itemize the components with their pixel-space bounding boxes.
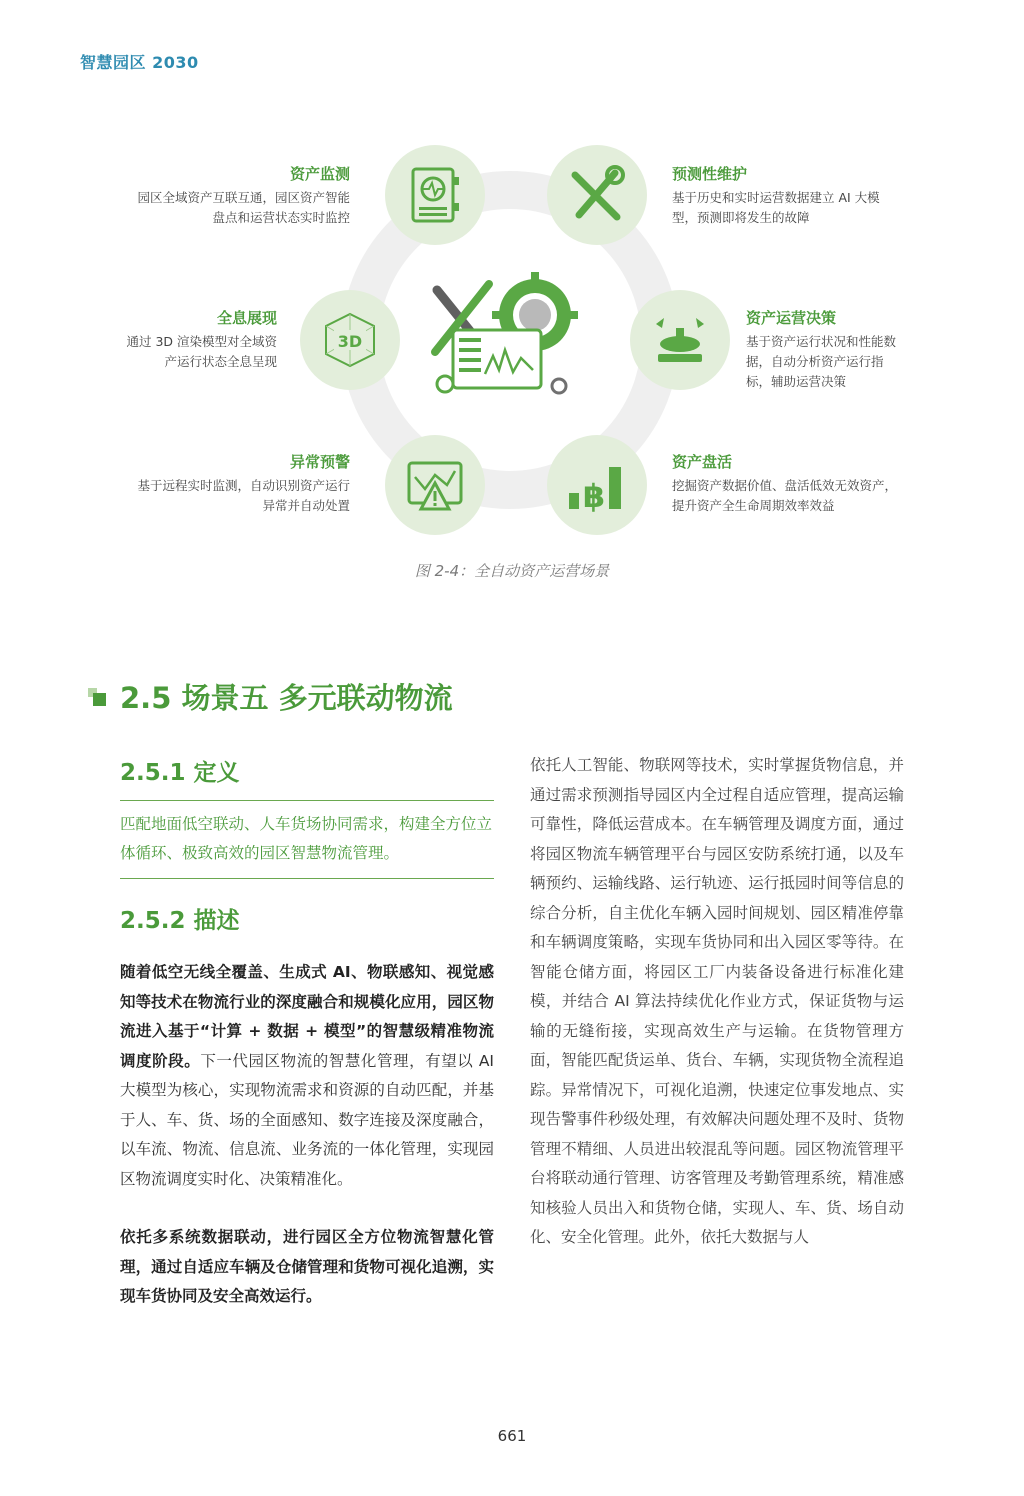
monitor-panel-icon (403, 163, 467, 227)
asset-monitoring-icon-badge (385, 145, 485, 245)
asset-activation-icon-badge (547, 435, 647, 535)
subsection-description-title: 2.5.2 描述 (120, 908, 240, 934)
paragraph-2-bold: 依托多系统数据联动，进行园区全方位物流智慧化管理，通过自适应车辆及仓储管理和货物可视化追溯，实现车货协同及安全高效运行。 (120, 1228, 494, 1305)
gavel-decision-icon (648, 308, 712, 372)
cube-3d-icon (318, 308, 382, 372)
item-title-asset-activation: 资产盘活 (672, 453, 733, 471)
paragraph-1-rest: 下一代园区物流的智慧化管理，有望以 AI 大模型为核心，实现物流需求和资源的自动匹配，并基于人、车、货、场的全面感知、数字连接及深度融合，以车流、物流、信息流、业务流的一体化管理，实现园区物流调度实时化、决策精准化。 (120, 1051, 494, 1188)
running-header: 智慧园区 2030 (80, 53, 199, 72)
item-body-holographic: 通过 3D 渲染模型对全域资产运行状态全息呈现 (126, 334, 277, 369)
description-paragraph-2 (120, 1223, 494, 1312)
warning-chart-icon (403, 453, 467, 517)
description-left-column (120, 958, 494, 1341)
figure-caption: 图 2-4：全自动资产运营场景 (414, 562, 610, 580)
page-number: 661 (497, 1427, 527, 1445)
definition-text: 匹配地面低空联动、人车货场协同需求，构建全方位立体循环、极致高效的园区智慧物流管理。 (120, 815, 493, 862)
svg-text:฿: ฿ (582, 477, 606, 515)
asset-decision-icon-badge (630, 290, 730, 390)
item-body-predictive-maintenance: 基于历史和实时运营数据建立 AI 大模型，预测即将发生的故障 (672, 190, 880, 225)
anomaly-alert-icon-badge (385, 435, 485, 535)
definition-bottom-rule (120, 878, 494, 879)
holographic-display-icon-badge (300, 290, 400, 390)
item-title-anomaly-alert: 异常预警 (289, 453, 350, 471)
description-right-column: 依托人工智能、物联网等技术，实时掌握货物信息，并通过需求预测指导园区内全过程自适应管理，提高运输可靠性，降低运营成本。在车辆管理及调度方面，通过将园区物流车辆管理平台与园区安防系统打通，以及车辆预约、运输线路、运行轨迹、运行抵园时间等信息的综合分析，自主优化车辆入园时间规划、园区精准停靠和车辆调度策略，实现车货协同和出入园区零等待。在智能仓储方面，将园区工厂内装备设备进行标准化建模，并结合 AI 算法持续优化作业方式，保证货物与运输的无缝衔接，实现高效生产与运输。在货物管理方面，智能匹配货运单、货台、车辆，实现货物全流程追踪。异常情况下，可视化追溯，快速定位事发地点、实现告警事件秒级处理，有效解决问题处理不及时、货物管理不精细、人员进出较混乱等问题。园区物流管理平台将联动通行管理、访客管理及考勤管理系统，精准感知核验人员出入和货物仓储，实现人、车、货、场自动化、安全化管理。此外，依托大数据与人 (530, 756, 904, 1246)
section-title: 2.5 场景五 多元联动物流 (120, 681, 453, 715)
definition-top-rule (120, 800, 494, 801)
item-title-asset-monitoring: 资产监测 (289, 165, 350, 183)
item-title-predictive-maintenance: 预测性维护 (672, 165, 748, 183)
section-marker-icon (88, 688, 106, 706)
description-paragraph-1 (120, 958, 494, 1194)
item-body-asset-monitoring: 园区全域资产互联互通，园区资产智能盘点和运营状态实时监控 (137, 190, 350, 225)
subsection-definition-title: 2.5.1 定义 (120, 760, 240, 786)
center-hub-icon (425, 270, 595, 400)
icon-3d-label: 3D (337, 332, 363, 351)
item-title-holographic: 全息展现 (216, 309, 277, 327)
paragraph-1-bold: 随着低空无线全覆盖、生成式 AI、物联感知、视觉感知等技术在物流行业的深度融合和规模化应用，园区物流进入基于“计算 + 数据 + 模型”的智慧级精准物流调度阶段。 (120, 963, 494, 1070)
figure-asset-operations (0, 130, 1024, 550)
bitcoin-bars-icon (565, 453, 629, 517)
predictive-maintenance-icon-badge (547, 145, 647, 245)
item-body-anomaly-alert: 基于远程实时监测，自动识别资产运行异常并自动处置 (137, 478, 350, 513)
item-body-asset-activation: 挖掘资产数据价值、盘活低效无效资产，提升资产全生命周期效率效益 (672, 478, 898, 513)
item-body-asset-decision: 基于资产运行状况和性能数据，自动分析资产运行指标，辅助运营决策 (746, 334, 897, 389)
item-title-asset-decision: 资产运营决策 (746, 309, 837, 327)
wrench-screwdriver-icon (565, 163, 629, 227)
